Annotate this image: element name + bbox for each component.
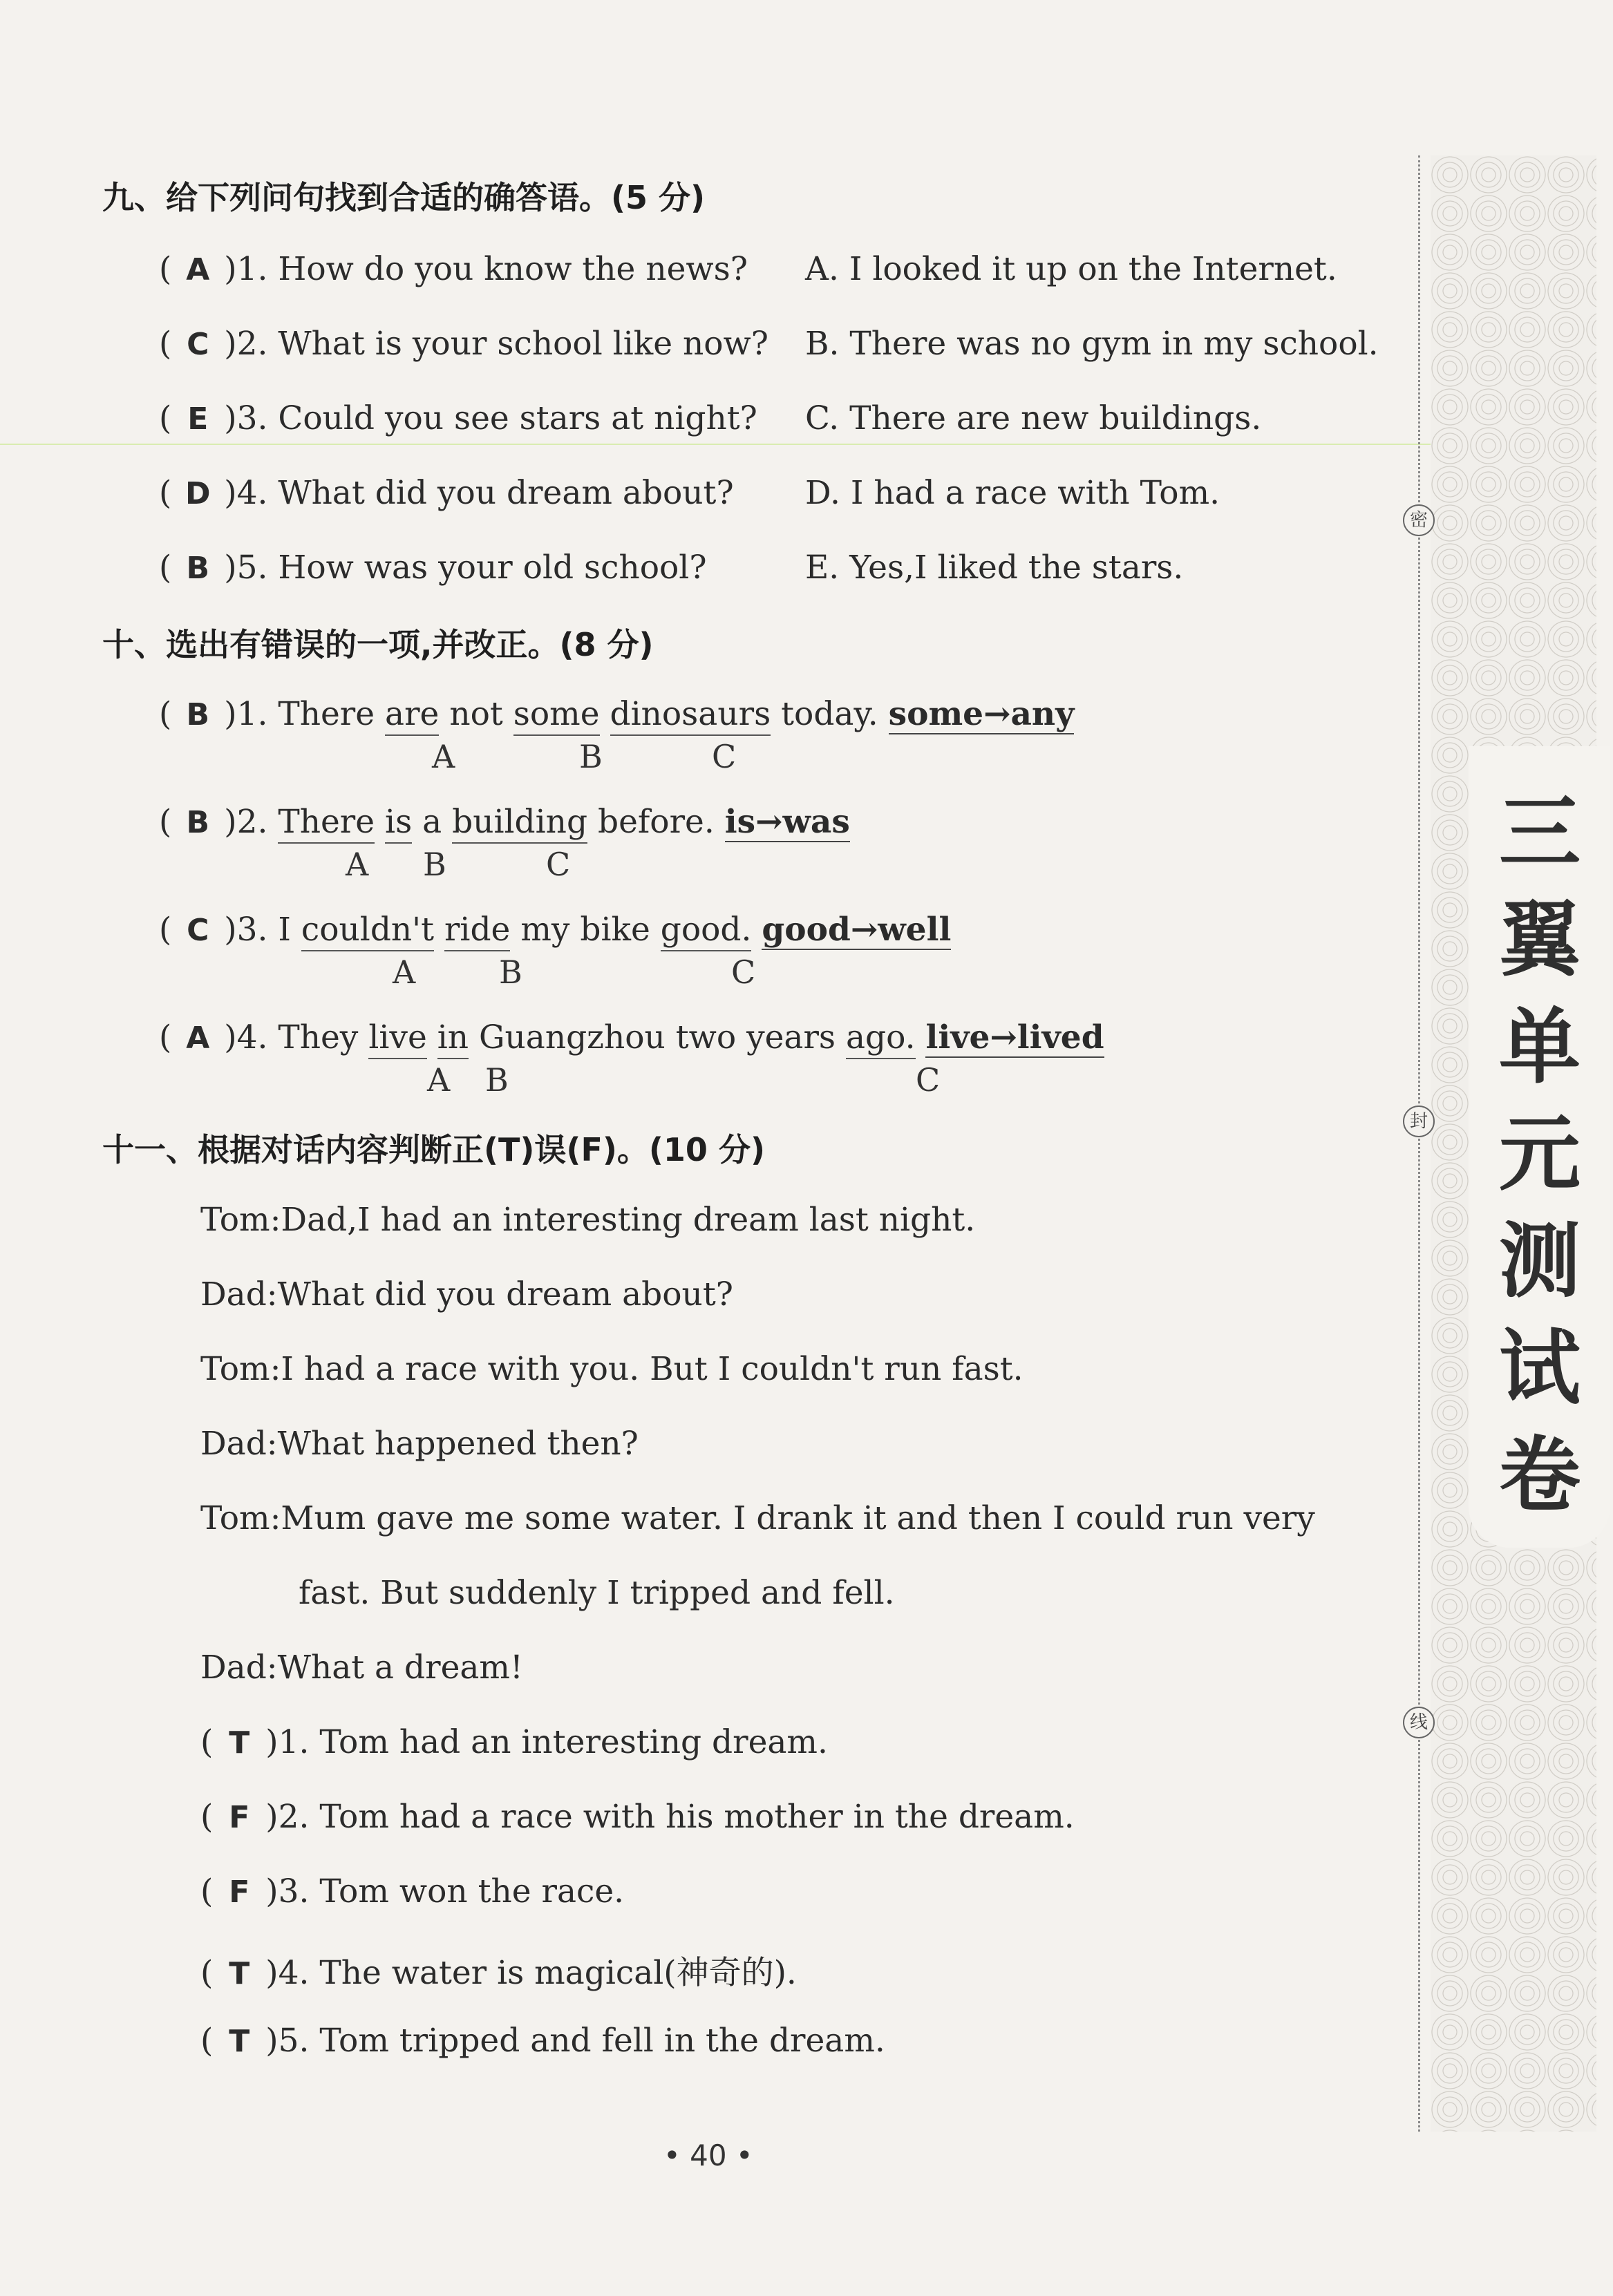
label-b: B bbox=[423, 846, 446, 883]
section-9-heading: 九、给下列问句找到合适的确答语。(5 分) bbox=[102, 179, 706, 216]
s10-item-3: ( C )3. I couldn't ride my bike good. good→well bbox=[159, 911, 951, 949]
answer: B bbox=[186, 551, 210, 586]
label-a: A bbox=[432, 738, 455, 775]
judgement-3: ( F )3. Tom won the race. bbox=[200, 1872, 625, 1910]
option-b-word: in bbox=[437, 1018, 469, 1059]
word: I bbox=[278, 911, 291, 949]
seal-mark: 密 bbox=[1403, 504, 1435, 536]
option-a-word: are bbox=[385, 695, 439, 736]
label-c: C bbox=[546, 846, 571, 883]
sidebar-title-char: 翼 bbox=[1498, 892, 1581, 987]
page-number: • 40 • bbox=[663, 2138, 753, 2172]
s9-question-3: ( E )3. Could you see stars at night? bbox=[159, 399, 757, 437]
label-a: A bbox=[346, 846, 369, 883]
judgement-text: )5. Tom tripped and fell in the dream. bbox=[265, 2022, 885, 2060]
option-c-word: ago. bbox=[846, 1018, 916, 1059]
answer: C bbox=[187, 327, 209, 362]
judgement-text: )1. Tom had an interesting dream. bbox=[265, 1723, 828, 1761]
word: my bike bbox=[520, 911, 650, 949]
sidebar-title-char: 三 bbox=[1498, 785, 1581, 880]
option-b-word: ride bbox=[444, 911, 510, 951]
question-text: )2. What is your school like now? bbox=[224, 325, 768, 363]
word: a bbox=[422, 803, 442, 841]
option-b-word: is bbox=[385, 803, 412, 844]
answer: E bbox=[187, 401, 209, 437]
s9-question-4: ( D )4. What did you dream about? bbox=[159, 474, 734, 512]
option-b-word: some bbox=[513, 695, 600, 736]
sidebar-title-char: 卷 bbox=[1498, 1427, 1581, 1523]
judgement-text: )3. Tom won the race. bbox=[265, 1872, 625, 1910]
s10-item-2: ( B )2. There is a building before. is→was bbox=[159, 803, 850, 841]
correction: good→well bbox=[762, 911, 952, 949]
sidebar-title-char: 试 bbox=[1498, 1320, 1581, 1416]
label-b: B bbox=[485, 1061, 509, 1099]
word: They bbox=[278, 1018, 359, 1056]
s9-question-1: ( A )1. How do you know the news? bbox=[159, 250, 748, 288]
dialogue-line-3: Tom:I had a race with you. But I couldn't run fast. bbox=[200, 1350, 1024, 1388]
label-a: A bbox=[393, 953, 416, 991]
seal-mark: 封 bbox=[1403, 1106, 1435, 1137]
label-b: B bbox=[579, 738, 603, 775]
question-text: )1. How do you know the news? bbox=[224, 250, 748, 288]
answer: T bbox=[229, 2024, 250, 2059]
answer: T bbox=[229, 1725, 250, 1761]
correction: live→lived bbox=[925, 1018, 1104, 1056]
s9-question-2: ( C )2. What is your school like now? bbox=[159, 325, 768, 363]
word: not bbox=[449, 695, 503, 733]
answer: D bbox=[185, 476, 211, 511]
s9-option-e: E. Yes,I liked the stars. bbox=[805, 549, 1184, 587]
word: before. bbox=[598, 803, 715, 841]
s9-question-5: ( B )5. How was your old school? bbox=[159, 549, 707, 587]
label-c: C bbox=[916, 1061, 941, 1099]
answer: C bbox=[187, 913, 209, 948]
word: today. bbox=[781, 695, 878, 733]
sidebar-title-char: 单 bbox=[1498, 999, 1581, 1094]
dialogue-line-5: Tom:Mum gave me some water. I drank it and then I could run very bbox=[200, 1499, 1315, 1537]
judgement-text: )2. Tom had a race with his mother in the dream. bbox=[265, 1798, 1075, 1836]
answer: B bbox=[186, 697, 210, 732]
question-text: )5. How was your old school? bbox=[224, 549, 707, 587]
label-a: A bbox=[427, 1061, 451, 1099]
s10-item-1: ( B )1. There are not some dinosaurs today. some→any bbox=[159, 695, 1074, 733]
binding-dotted-line bbox=[1418, 155, 1420, 2132]
s9-option-b: B. There was no gym in my school. bbox=[805, 325, 1379, 363]
question-text: )4. What did you dream about? bbox=[224, 474, 734, 512]
word: Guangzhou two years bbox=[478, 1018, 836, 1056]
sidebar-title-char: 元 bbox=[1498, 1106, 1581, 1202]
s10-item-4: ( A )4. They live in Guangzhou two years ago. live→lived bbox=[159, 1018, 1104, 1056]
judgement-2: ( F )2. Tom had a race with his mother in the dream. bbox=[200, 1798, 1075, 1836]
option-a-word: There bbox=[278, 803, 375, 844]
judgement-5: ( T )5. Tom tripped and fell in the dream. bbox=[200, 2022, 885, 2060]
sidebar-title-char: 测 bbox=[1498, 1213, 1581, 1309]
s9-option-a: A. I looked it up on the Internet. bbox=[805, 250, 1337, 288]
scan-artifact-line bbox=[0, 444, 1451, 445]
answer: B bbox=[186, 805, 210, 840]
option-a-word: live bbox=[368, 1018, 426, 1059]
label-b: B bbox=[499, 953, 522, 991]
item-number: )1. bbox=[224, 695, 268, 733]
judgement-text: )4. The water is magical(神奇的). bbox=[265, 1954, 797, 1992]
item-number: )4. bbox=[224, 1018, 268, 1056]
seal-mark: 线 bbox=[1403, 1707, 1435, 1738]
s9-option-d: D. I had a race with Tom. bbox=[805, 474, 1220, 512]
answer: T bbox=[229, 1956, 250, 1991]
s9-option-c: C. There are new buildings. bbox=[805, 399, 1262, 437]
label-c: C bbox=[731, 953, 756, 991]
question-text: )3. Could you see stars at night? bbox=[224, 399, 757, 437]
word: There bbox=[278, 695, 375, 733]
option-c-word: building bbox=[452, 803, 587, 844]
answer: F bbox=[229, 1875, 250, 1910]
dialogue-line-7: Dad:What a dream! bbox=[200, 1649, 523, 1687]
label-c: C bbox=[712, 738, 737, 775]
option-c-word: dinosaurs bbox=[610, 695, 771, 736]
item-number: )2. bbox=[224, 803, 268, 841]
section-11-heading: 十一、根据对话内容判断正(T)误(F)。(10 分) bbox=[102, 1131, 765, 1168]
answer: F bbox=[229, 1800, 250, 1835]
answer: A bbox=[186, 1021, 210, 1056]
correction: is→was bbox=[724, 803, 850, 841]
correction: some→any bbox=[888, 695, 1075, 733]
judgement-1: ( T )1. Tom had an interesting dream. bbox=[200, 1723, 828, 1761]
dialogue-line-2: Dad:What did you dream about? bbox=[200, 1275, 733, 1313]
dialogue-line-1: Tom:Dad,I had an interesting dream last night. bbox=[200, 1201, 976, 1239]
dialogue-line-4: Dad:What happened then? bbox=[200, 1425, 639, 1463]
judgement-4: ( T )4. The water is magical(神奇的). bbox=[200, 1954, 797, 1992]
option-c-word: good. bbox=[661, 911, 752, 951]
answer: A bbox=[186, 252, 210, 287]
section-10-heading: 十、选出有错误的一项,并改正。(8 分) bbox=[102, 626, 654, 663]
option-a-word: couldn't bbox=[301, 911, 434, 951]
dialogue-line-6: fast. But suddenly I tripped and fell. bbox=[299, 1574, 895, 1612]
item-number: )3. bbox=[224, 911, 268, 949]
